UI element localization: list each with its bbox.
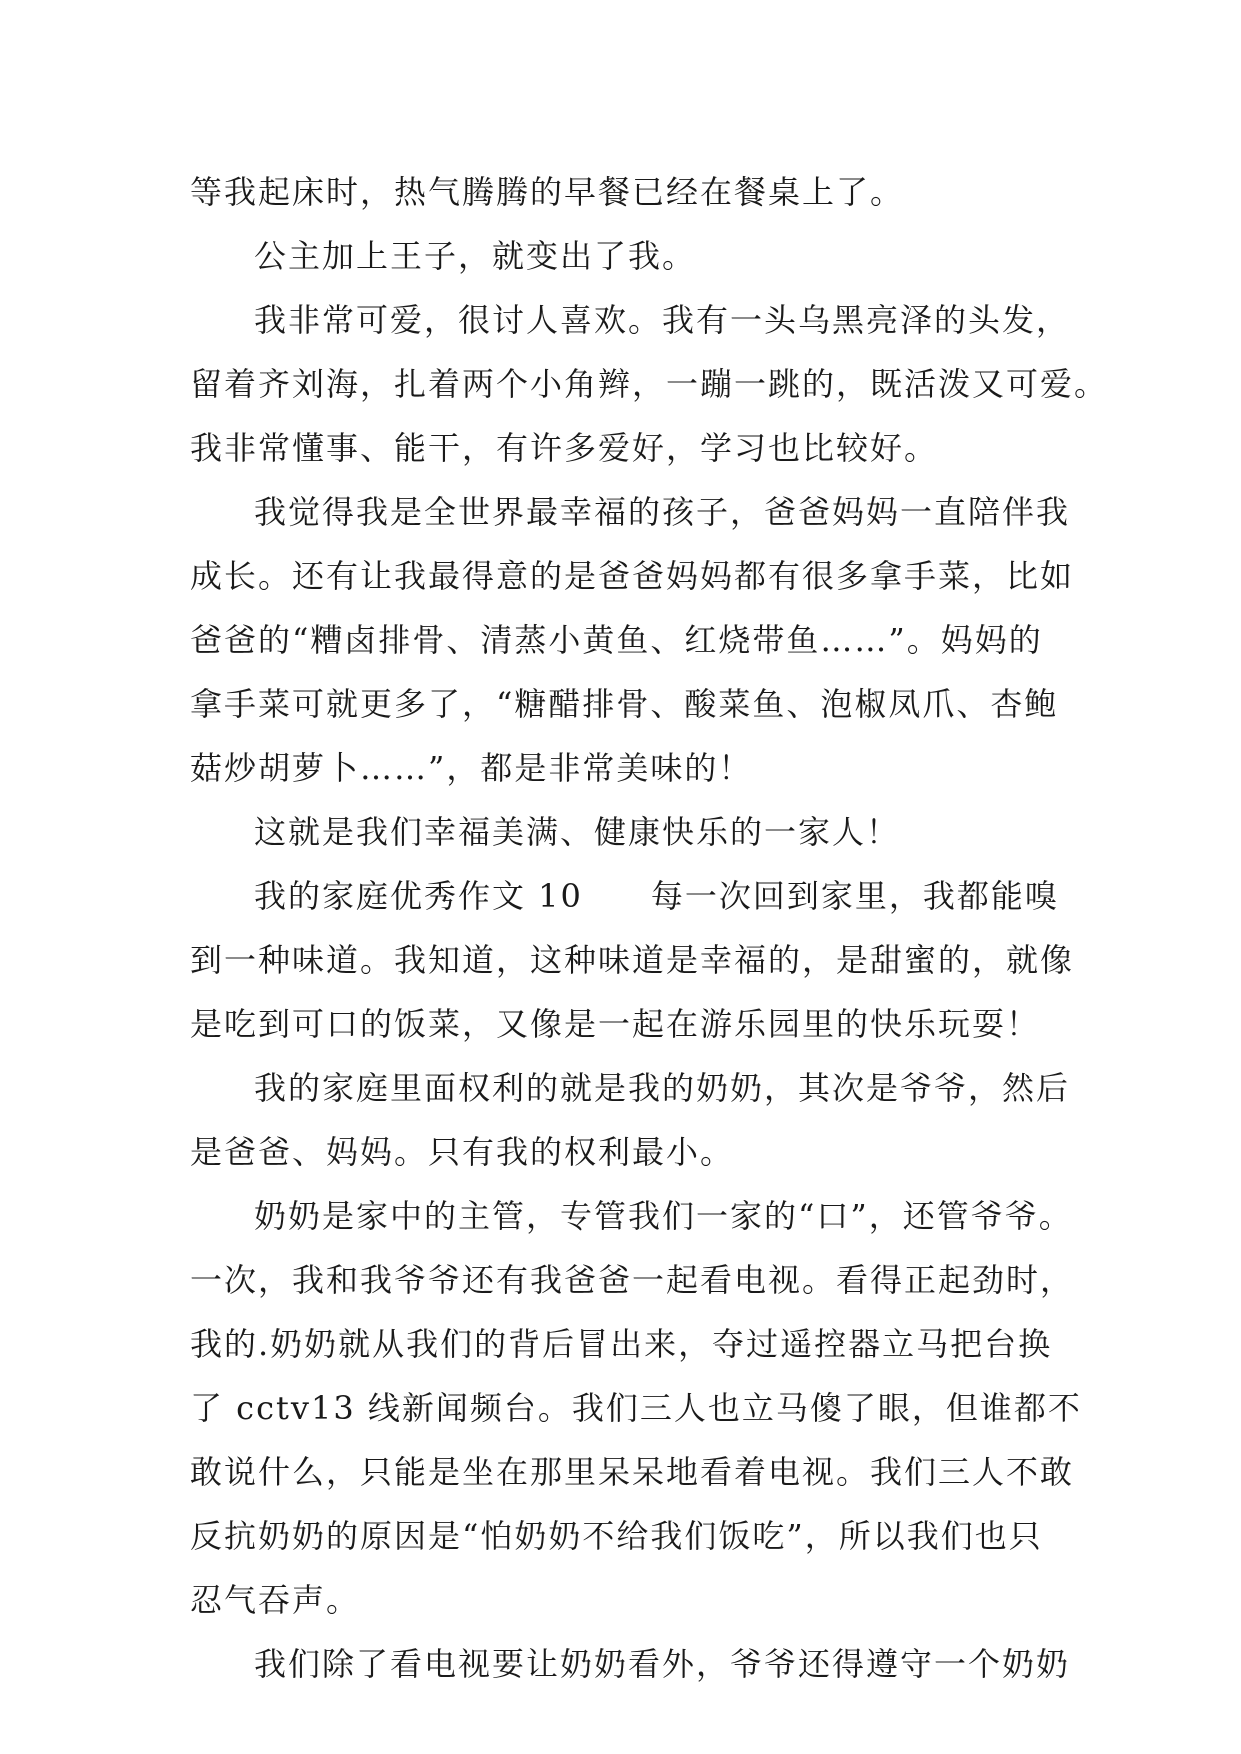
text-line-16: 是爸爸、妈妈。只有我的权利最小。	[190, 1133, 735, 1171]
text-line-19: 我的.奶奶就从我们的背后冒出来，夺过遥控器立马把台换	[190, 1325, 1053, 1363]
text-line-9: 拿手菜可就更多了，“糖醋排骨、酸菜鱼、泡椒凤爪、杏鲍	[190, 685, 1059, 723]
text-line-24: 我们除了看电视要让奶奶看外，爷爷还得遵守一个奶奶	[254, 1645, 1071, 1683]
text-line-17: 奶奶是家中的主管，专管我们一家的“口”，还管爷爷。	[254, 1197, 1073, 1235]
text-line-1: 等我起床时，热气腾腾的早餐已经在餐桌上了。	[190, 173, 905, 211]
text-line-6: 我觉得我是全世界最幸福的孩子，爸爸妈妈一直陪伴我	[254, 493, 1071, 531]
text-line-11: 这就是我们幸福美满、健康快乐的一家人！	[254, 813, 901, 851]
text-line-13: 到一种味道。我知道，这种味道是幸福的，是甜蜜的，就像	[190, 941, 1075, 979]
text-line-23: 忍气吞声。	[190, 1581, 361, 1619]
text-line-22: 反抗奶奶的原因是“怕奶奶不给我们饭吃”，所以我们也只	[190, 1517, 1043, 1555]
text-line-10: 菇炒胡萝卜……”，都是非常美味的！	[190, 749, 753, 787]
text-line-20: 了 cctv13 线新闻频台。我们三人也立马傻了眼，但谁都不	[190, 1389, 1082, 1427]
text-line-8: 爸爸的“糟卤排骨、清蒸小黄鱼、红烧带鱼……”。妈妈的	[190, 621, 1043, 659]
text-line-21: 敢说什么，只能是坐在那里呆呆地看着电视。我们三人不敢	[190, 1453, 1075, 1491]
text-line-5: 我非常懂事、能干，有许多爱好，学习也比较好。	[190, 429, 939, 467]
text-line-18: 一次，我和我爷爷还有我爸爸一起看电视。看得正起劲时，	[190, 1261, 1075, 1299]
text-line-4: 留着齐刘海，扎着两个小角辫，一蹦一跳的，既活泼又可爱。	[190, 365, 1109, 403]
text-line-15: 我的家庭里面权利的就是我的奶奶，其次是爷爷，然后	[254, 1069, 1071, 1107]
text-line-12: 我的家庭优秀作文 10 每一次回到家里，我都能嗅	[254, 877, 1059, 915]
document-body	[190, 160, 1109, 1696]
text-line-7: 成长。还有让我最得意的是爸爸妈妈都有很多拿手菜，比如	[190, 557, 1075, 595]
text-line-14: 是吃到可口的饭菜，又像是一起在游乐园里的快乐玩耍！	[190, 1005, 1041, 1043]
text-line-3: 我非常可爱，很讨人喜欢。我有一头乌黑亮泽的头发，	[254, 301, 1071, 339]
text-line-2: 公主加上王子，就变出了我。	[254, 237, 697, 275]
